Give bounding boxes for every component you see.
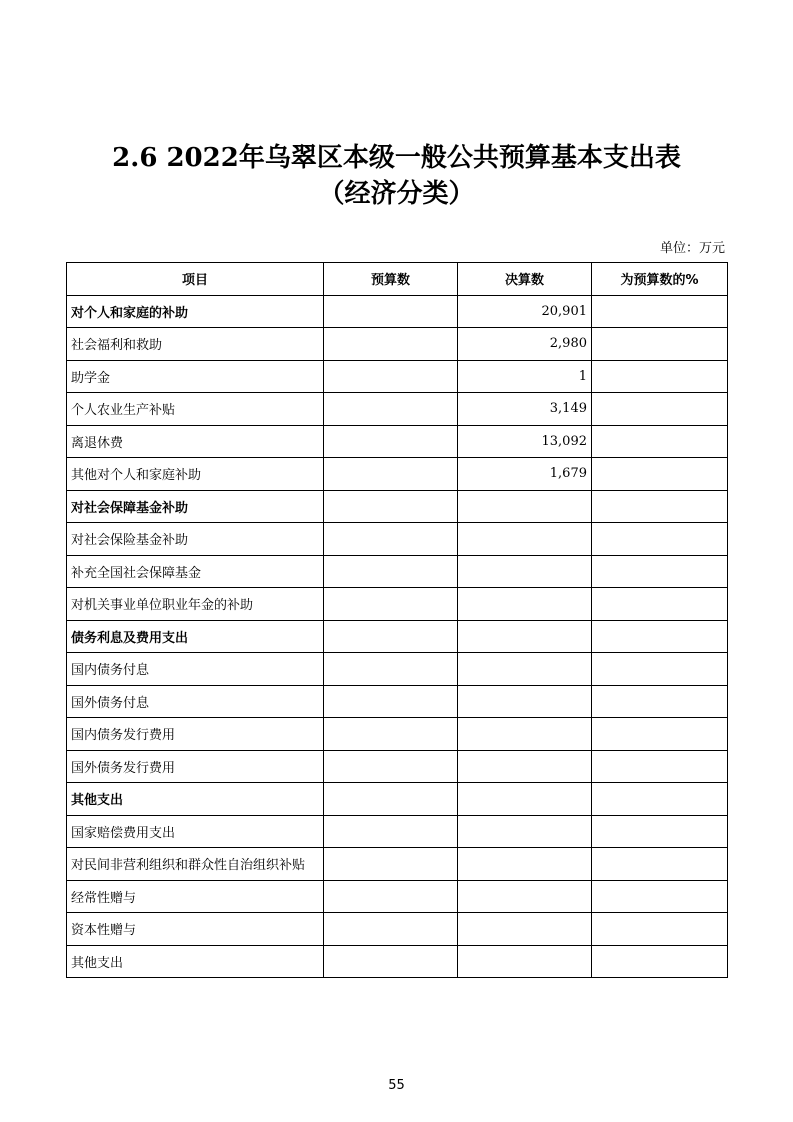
table-row bbox=[67, 718, 728, 751]
table-header-row bbox=[67, 263, 728, 296]
table-row bbox=[67, 653, 728, 686]
row-actual-cell bbox=[458, 945, 592, 978]
row-name-cell: 其他支出 bbox=[67, 945, 324, 978]
row-actual-cell bbox=[458, 588, 592, 621]
budget-table bbox=[66, 262, 728, 978]
page-number: 55 bbox=[388, 1078, 405, 1093]
table-row bbox=[67, 425, 728, 458]
row-percent-cell bbox=[592, 295, 728, 328]
row-percent-cell bbox=[592, 880, 728, 913]
row-budget-cell bbox=[324, 588, 458, 621]
row-name-cell: 国家赔偿费用支出 bbox=[67, 815, 324, 848]
row-percent-cell bbox=[592, 555, 728, 588]
row-actual-cell bbox=[458, 718, 592, 751]
row-name-cell: 资本性赠与 bbox=[67, 913, 324, 946]
row-actual-cell bbox=[458, 685, 592, 718]
row-name-cell: 国外债务发行费用 bbox=[67, 750, 324, 783]
row-budget-cell bbox=[324, 815, 458, 848]
row-budget-cell bbox=[324, 328, 458, 361]
row-budget-cell bbox=[324, 880, 458, 913]
table-row bbox=[67, 848, 728, 881]
header-actual: 决算数 bbox=[458, 263, 592, 296]
row-budget-cell bbox=[324, 783, 458, 816]
row-name-cell: 对机关事业单位职业年金的补助 bbox=[67, 588, 324, 621]
row-name-cell: 其他支出 bbox=[67, 783, 324, 816]
row-percent-cell bbox=[592, 523, 728, 556]
row-budget-cell bbox=[324, 718, 458, 751]
row-percent-cell bbox=[592, 718, 728, 751]
row-actual-cell: 20,901 bbox=[458, 295, 592, 328]
row-budget-cell bbox=[324, 653, 458, 686]
row-percent-cell bbox=[592, 458, 728, 491]
table-row-category bbox=[67, 783, 728, 816]
row-actual-cell bbox=[458, 555, 592, 588]
row-budget-cell bbox=[324, 490, 458, 523]
row-percent-cell bbox=[592, 393, 728, 426]
table-row bbox=[67, 945, 728, 978]
row-name-cell: 社会福利和救助 bbox=[67, 328, 324, 361]
row-budget-cell bbox=[324, 458, 458, 491]
header-percent: 为预算数的% bbox=[592, 263, 728, 296]
row-percent-cell bbox=[592, 848, 728, 881]
row-name-cell: 对个人和家庭的补助 bbox=[67, 295, 324, 328]
row-budget-cell bbox=[324, 750, 458, 783]
row-percent-cell bbox=[592, 588, 728, 621]
table-row bbox=[67, 880, 728, 913]
row-actual-cell: 13,092 bbox=[458, 425, 592, 458]
table-row bbox=[67, 815, 728, 848]
table-row bbox=[67, 750, 728, 783]
row-budget-cell bbox=[324, 393, 458, 426]
unit-label: 单位：万元 bbox=[659, 241, 725, 256]
table-row bbox=[67, 588, 728, 621]
row-actual-cell bbox=[458, 490, 592, 523]
table-row-category bbox=[67, 490, 728, 523]
row-actual-cell bbox=[458, 750, 592, 783]
row-name-cell: 债务利息及费用支出 bbox=[67, 620, 324, 653]
row-name-cell: 对民间非营利组织和群众性自治组织补贴 bbox=[67, 848, 324, 881]
table-row bbox=[67, 458, 728, 491]
row-percent-cell bbox=[592, 653, 728, 686]
row-actual-cell bbox=[458, 620, 592, 653]
table-row bbox=[67, 913, 728, 946]
row-budget-cell bbox=[324, 425, 458, 458]
row-name-cell: 其他对个人和家庭补助 bbox=[67, 458, 324, 491]
row-actual-cell bbox=[458, 783, 592, 816]
row-name-cell: 个人农业生产补贴 bbox=[67, 393, 324, 426]
header-item: 项目 bbox=[67, 263, 324, 296]
row-actual-cell: 1,679 bbox=[458, 458, 592, 491]
table-row bbox=[67, 328, 728, 361]
row-actual-cell bbox=[458, 848, 592, 881]
row-budget-cell bbox=[324, 295, 458, 328]
row-budget-cell bbox=[324, 848, 458, 881]
row-actual-cell bbox=[458, 523, 592, 556]
page-subtitle: （经济分类） bbox=[318, 179, 475, 209]
row-budget-cell bbox=[324, 913, 458, 946]
page-title: 2.6 2022年乌翠区本级一般公共预算基本支出表 bbox=[112, 143, 681, 173]
row-percent-cell bbox=[592, 945, 728, 978]
row-name-cell: 国内债务付息 bbox=[67, 653, 324, 686]
row-percent-cell bbox=[592, 685, 728, 718]
table-row bbox=[67, 523, 728, 556]
row-budget-cell bbox=[324, 523, 458, 556]
row-percent-cell bbox=[592, 620, 728, 653]
table-row-category bbox=[67, 295, 728, 328]
row-actual-cell bbox=[458, 913, 592, 946]
table-row-category bbox=[67, 620, 728, 653]
row-budget-cell bbox=[324, 945, 458, 978]
row-name-cell: 助学金 bbox=[67, 360, 324, 393]
row-percent-cell bbox=[592, 815, 728, 848]
row-percent-cell bbox=[592, 328, 728, 361]
row-actual-cell bbox=[458, 880, 592, 913]
row-name-cell: 经常性赠与 bbox=[67, 880, 324, 913]
row-actual-cell bbox=[458, 653, 592, 686]
row-percent-cell bbox=[592, 360, 728, 393]
table-row bbox=[67, 555, 728, 588]
row-percent-cell bbox=[592, 783, 728, 816]
row-actual-cell: 2,980 bbox=[458, 328, 592, 361]
row-name-cell: 国外债务付息 bbox=[67, 685, 324, 718]
row-actual-cell: 1 bbox=[458, 360, 592, 393]
row-name-cell: 对社会保障基金补助 bbox=[67, 490, 324, 523]
row-name-cell: 对社会保险基金补助 bbox=[67, 523, 324, 556]
row-name-cell: 离退休费 bbox=[67, 425, 324, 458]
row-name-cell: 补充全国社会保障基金 bbox=[67, 555, 324, 588]
row-actual-cell: 3,149 bbox=[458, 393, 592, 426]
row-budget-cell bbox=[324, 685, 458, 718]
row-actual-cell bbox=[458, 815, 592, 848]
table-row bbox=[67, 393, 728, 426]
row-name-cell: 国内债务发行费用 bbox=[67, 718, 324, 751]
row-percent-cell bbox=[592, 913, 728, 946]
table-body bbox=[67, 295, 728, 978]
row-budget-cell bbox=[324, 360, 458, 393]
row-budget-cell bbox=[324, 620, 458, 653]
row-percent-cell bbox=[592, 490, 728, 523]
row-budget-cell bbox=[324, 555, 458, 588]
row-percent-cell bbox=[592, 425, 728, 458]
header-budget: 预算数 bbox=[324, 263, 458, 296]
row-percent-cell bbox=[592, 750, 728, 783]
table-row bbox=[67, 685, 728, 718]
table-row bbox=[67, 360, 728, 393]
